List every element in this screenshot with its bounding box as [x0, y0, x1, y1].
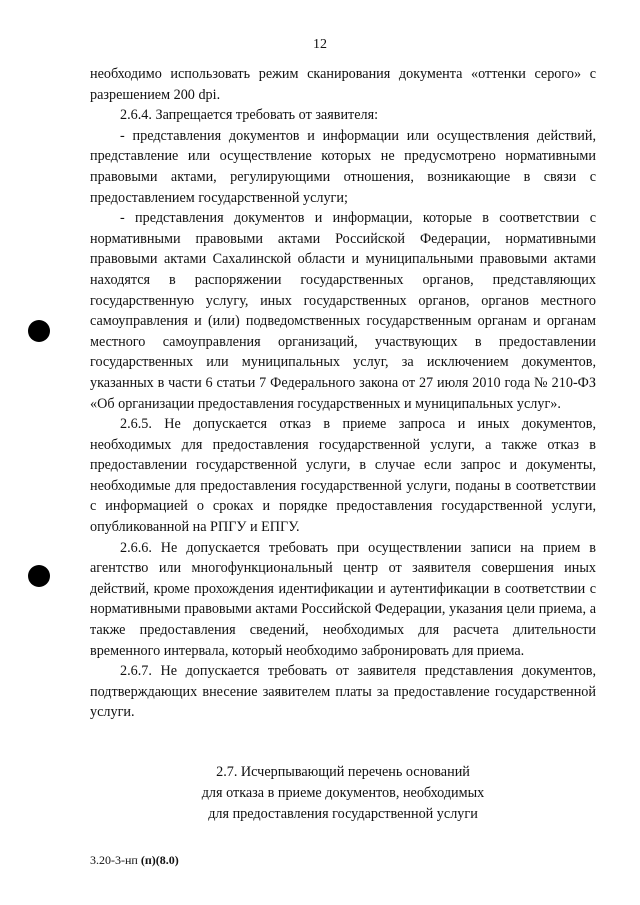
paragraph-2-6-7: 2.6.7. Не допускается требовать от заявителя представления документов, подтверждающих внесение заявителем платы за предоставление государственной услуги. — [90, 663, 596, 721]
page-number: 12 — [313, 37, 327, 52]
document-code-prefix: 3.20-3-нп — [90, 853, 141, 867]
punch-hole-top — [28, 320, 50, 342]
paragraph-2-6-6: 2.6.6. Не допускается требовать при осуществлении записи на прием в агентство или многофункциональный центр от заявителя совершения иных действий, кроме прохождения идентификации и аутентификации в соответствии с нормативными правовыми актами Российской Федерации, указания цели приема, а также предоставления сведений, необходимых для расчета длительности временного интервала, который необходимо забронировать для приема. — [90, 539, 596, 659]
paragraph-2-6-4: 2.6.4. Запрещается требовать от заявителя: — [120, 107, 379, 124]
heading-line: 2.7. Исчерпывающий перечень оснований — [216, 764, 470, 780]
paragraph-list-item-1: - представления документов и информации или осуществления действий, представление или осуществление которых не предусмотрено нормативными правовыми актами, регулирующими отношения, возникающие в связи с предоставлением государственной услуги; — [90, 127, 596, 206]
paragraph-2-6-5: 2.6.5. Не допускается отказ в приеме запроса и иных документов, необходимых для предоставления государственной услуги, а также отказ в предоставлении государственной услуги, в случае если запрос и документы, необходимые для предоставления государственной услуги, поданы в соответствии с информацией о сроках и порядке предоставления государственной услуги, опубликованной на РПГУ и ЕПГУ. — [90, 416, 596, 536]
paragraph-continuation: необходимо использовать режим сканирования документа «оттенки серого» с разрешением 200 dpi. — [90, 66, 596, 103]
document-code — [90, 853, 179, 868]
paragraph-list-item-2: - представления документов и информации, которые в соответствии с нормативными правовыми актами Российской Федерации, нормативными правовыми актами Сахалинской области и муниципальными правовыми актами находятся в распоряжении государственных органов, представляющих государственную услугу, иных государственных органов, органов местного самоуправления и (или) подведомственных государственным органам и органам местного самоуправления организаций, участвующих в предоставлении государственных или муниципальных услуг, за исключением документов, указанных в части 6 статьи 7 Федерального закона от 27 июля 2010 года № 210-ФЗ «Об организации предоставления государственных и муниципальных услуг». — [90, 210, 596, 412]
document-code-suffix: (п)(8.0) — [140, 853, 179, 867]
document-body — [90, 64, 596, 723]
heading-line: для отказа в приеме документов, необходимых — [201, 785, 485, 801]
section-heading-2-7 — [90, 762, 596, 825]
punch-hole-bottom — [28, 565, 50, 587]
heading-line: для предоставления государственной услуги — [208, 806, 478, 822]
